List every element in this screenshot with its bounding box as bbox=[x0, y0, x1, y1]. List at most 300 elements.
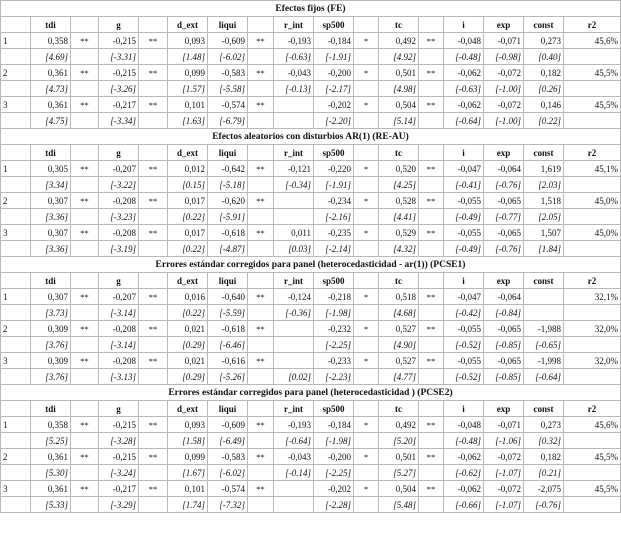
tstat-cell: [-3.23] bbox=[99, 209, 139, 225]
significance-marker bbox=[71, 49, 99, 65]
significance-marker bbox=[419, 241, 444, 257]
tstat-cell: [-1.06] bbox=[484, 433, 524, 449]
tstat-row bbox=[1, 465, 621, 481]
coef-cell: 45,0% bbox=[564, 225, 621, 241]
significance-marker bbox=[419, 433, 444, 449]
column-header: tdi bbox=[31, 17, 71, 33]
coef-cell: 0,016 bbox=[168, 289, 208, 305]
coef-cell: -0,215 bbox=[99, 33, 139, 49]
column-header: tdi bbox=[31, 273, 71, 289]
significance-marker: * bbox=[354, 161, 379, 177]
coef-cell: 32,0% bbox=[564, 353, 621, 369]
coef-cell: -0,043 bbox=[274, 449, 314, 465]
significance-marker bbox=[139, 177, 168, 193]
tstat-cell: [-0.52] bbox=[444, 337, 484, 353]
coef-cell: -0,232 bbox=[314, 321, 354, 337]
tstat-cell: [-0.98] bbox=[484, 49, 524, 65]
significance-marker: * bbox=[354, 289, 379, 305]
tstat-cell: [0.21] bbox=[524, 465, 564, 481]
significance-marker: ** bbox=[419, 33, 444, 49]
significance-marker: ** bbox=[419, 353, 444, 369]
column-header: g bbox=[99, 401, 139, 417]
tstat-cell: [-6.46] bbox=[208, 337, 248, 353]
coef-cell: -0,047 bbox=[444, 289, 484, 305]
significance-marker: ** bbox=[139, 33, 168, 49]
column-header bbox=[139, 17, 168, 33]
significance-marker: ** bbox=[139, 289, 168, 305]
significance-marker bbox=[354, 177, 379, 193]
tstat-cell: [3.73] bbox=[31, 305, 71, 321]
tstat-cell: [-0.34] bbox=[274, 177, 314, 193]
section-title-row bbox=[1, 1, 621, 17]
significance-marker bbox=[248, 369, 274, 385]
column-header-row bbox=[1, 401, 621, 417]
tstat-cell: [-1.07] bbox=[484, 497, 524, 513]
coef-cell: -0,207 bbox=[99, 289, 139, 305]
significance-marker: * bbox=[354, 321, 379, 337]
model-number: 2 bbox=[1, 449, 31, 465]
tstat-cell: [0.22] bbox=[168, 305, 208, 321]
tstat-cell: [-1.91] bbox=[314, 177, 354, 193]
tstat-cell: [-0.76] bbox=[524, 497, 564, 513]
significance-marker bbox=[354, 81, 379, 97]
coef-cell bbox=[274, 321, 314, 337]
tstat-cell: [4.98] bbox=[379, 81, 419, 97]
significance-marker: ** bbox=[71, 97, 99, 113]
tstat-cell: [-2.16] bbox=[314, 209, 354, 225]
column-header: liqui bbox=[208, 273, 248, 289]
tstat-cell: [3.76] bbox=[31, 369, 71, 385]
coef-cell: -0,208 bbox=[99, 193, 139, 209]
tstat-cell bbox=[564, 305, 621, 321]
coef-cell: 0,182 bbox=[524, 449, 564, 465]
column-header: r2 bbox=[564, 401, 621, 417]
significance-marker bbox=[354, 49, 379, 65]
tstat-cell: [-4.87] bbox=[208, 241, 248, 257]
tstat-cell: [0.22] bbox=[168, 241, 208, 257]
coef-cell: -0,574 bbox=[208, 97, 248, 113]
tstat-cell bbox=[564, 81, 621, 97]
coef-cell bbox=[524, 289, 564, 305]
significance-marker: ** bbox=[139, 481, 168, 497]
coef-cell: 0,021 bbox=[168, 353, 208, 369]
tstat-cell: [-0.48] bbox=[444, 49, 484, 65]
significance-marker bbox=[71, 177, 99, 193]
tstat-row bbox=[1, 177, 621, 193]
tstat-cell: [-0.84] bbox=[484, 305, 524, 321]
model-number bbox=[1, 81, 31, 97]
column-header bbox=[419, 17, 444, 33]
tstat-cell: [-3.29] bbox=[99, 497, 139, 513]
coef-cell: -0,184 bbox=[314, 417, 354, 433]
coef-cell: -0,609 bbox=[208, 417, 248, 433]
tstat-cell: [4.69] bbox=[31, 49, 71, 65]
coef-cell: -0,233 bbox=[314, 353, 354, 369]
tstat-row bbox=[1, 337, 621, 353]
coef-cell: -0,215 bbox=[99, 417, 139, 433]
coef-cell: 45,5% bbox=[564, 481, 621, 497]
significance-marker: ** bbox=[139, 97, 168, 113]
tstat-row bbox=[1, 81, 621, 97]
column-header: i bbox=[444, 273, 484, 289]
tstat-cell: [1.74] bbox=[168, 497, 208, 513]
tstat-cell bbox=[564, 369, 621, 385]
significance-marker: ** bbox=[248, 289, 274, 305]
model-number: 1 bbox=[1, 161, 31, 177]
tstat-cell bbox=[564, 209, 621, 225]
significance-marker: ** bbox=[419, 481, 444, 497]
significance-marker: * bbox=[354, 417, 379, 433]
tstat-cell: [-3.22] bbox=[99, 177, 139, 193]
significance-marker: ** bbox=[419, 225, 444, 241]
section-title: Errores estándar corregidos para panel (heterocedasticidad - ar(1)) (PCSE1) bbox=[1, 257, 621, 273]
significance-marker: ** bbox=[248, 65, 274, 81]
tstat-cell: [-0.76] bbox=[484, 241, 524, 257]
significance-marker: ** bbox=[71, 353, 99, 369]
coef-cell: 32,1% bbox=[564, 289, 621, 305]
significance-marker: ** bbox=[248, 449, 274, 465]
tstat-row bbox=[1, 433, 621, 449]
coef-cell: -0,217 bbox=[99, 481, 139, 497]
column-header-row bbox=[1, 145, 621, 161]
coef-cell: 0,361 bbox=[31, 97, 71, 113]
coef-row bbox=[1, 193, 621, 209]
coef-cell: -0,235 bbox=[314, 225, 354, 241]
column-header: r_int bbox=[274, 401, 314, 417]
tstat-cell: [4.73] bbox=[31, 81, 71, 97]
tstat-cell: [2.03] bbox=[524, 177, 564, 193]
significance-marker bbox=[71, 113, 99, 129]
coef-cell: 0,182 bbox=[524, 65, 564, 81]
tstat-cell: [-0.64] bbox=[444, 113, 484, 129]
tstat-cell: [-3.24] bbox=[99, 465, 139, 481]
tstat-cell: [-0.49] bbox=[444, 209, 484, 225]
significance-marker bbox=[139, 497, 168, 513]
column-header: const bbox=[524, 17, 564, 33]
column-header bbox=[139, 273, 168, 289]
significance-marker bbox=[139, 369, 168, 385]
tstat-cell: [-0.77] bbox=[484, 209, 524, 225]
coef-cell: -0,047 bbox=[444, 161, 484, 177]
significance-marker bbox=[419, 337, 444, 353]
column-header: tc bbox=[379, 273, 419, 289]
tstat-cell: [0.15] bbox=[168, 177, 208, 193]
model-number: 3 bbox=[1, 225, 31, 241]
tstat-cell: [3.36] bbox=[31, 241, 71, 257]
significance-marker: ** bbox=[248, 353, 274, 369]
column-header: exp bbox=[484, 273, 524, 289]
column-header: exp bbox=[484, 145, 524, 161]
tstat-cell: [0.29] bbox=[168, 369, 208, 385]
tstat-cell: [0.26] bbox=[524, 81, 564, 97]
coef-cell: 1,518 bbox=[524, 193, 564, 209]
coef-cell: 0,093 bbox=[168, 33, 208, 49]
tstat-cell bbox=[274, 209, 314, 225]
significance-marker bbox=[248, 497, 274, 513]
coef-cell: -0,121 bbox=[274, 161, 314, 177]
tstat-cell: [-1.98] bbox=[314, 305, 354, 321]
model-number bbox=[1, 497, 31, 513]
tstat-cell: [-0.13] bbox=[274, 81, 314, 97]
coef-cell: 1,619 bbox=[524, 161, 564, 177]
significance-marker bbox=[419, 209, 444, 225]
significance-marker bbox=[248, 465, 274, 481]
tstat-cell: [-2.28] bbox=[314, 497, 354, 513]
significance-marker bbox=[139, 465, 168, 481]
coef-cell: 45,0% bbox=[564, 193, 621, 209]
tstat-cell: [-5.91] bbox=[208, 209, 248, 225]
column-header bbox=[71, 401, 99, 417]
tstat-cell: [3.36] bbox=[31, 209, 71, 225]
tstat-cell: [-0.64] bbox=[274, 433, 314, 449]
tstat-cell: [4.90] bbox=[379, 337, 419, 353]
coef-cell: -0,200 bbox=[314, 65, 354, 81]
model-number: 1 bbox=[1, 33, 31, 49]
coef-cell: 0,361 bbox=[31, 65, 71, 81]
significance-marker bbox=[248, 433, 274, 449]
tstat-cell: [-0.64] bbox=[524, 369, 564, 385]
coef-cell: -0,218 bbox=[314, 289, 354, 305]
tstat-cell: [-3.14] bbox=[99, 305, 139, 321]
significance-marker: * bbox=[354, 33, 379, 49]
coef-cell: -0,048 bbox=[444, 417, 484, 433]
tstat-cell: [-2.20] bbox=[314, 113, 354, 129]
tstat-row bbox=[1, 241, 621, 257]
tstat-cell: [1.57] bbox=[168, 81, 208, 97]
significance-marker bbox=[419, 305, 444, 321]
significance-marker: ** bbox=[139, 449, 168, 465]
tstat-row bbox=[1, 305, 621, 321]
significance-marker: ** bbox=[419, 161, 444, 177]
coef-cell: 0,146 bbox=[524, 97, 564, 113]
coef-cell: 0,361 bbox=[31, 481, 71, 497]
significance-marker: ** bbox=[248, 33, 274, 49]
significance-marker: ** bbox=[248, 417, 274, 433]
significance-marker bbox=[248, 113, 274, 129]
coef-cell: 0,361 bbox=[31, 449, 71, 465]
coef-row bbox=[1, 97, 621, 113]
significance-marker: ** bbox=[71, 289, 99, 305]
column-header bbox=[248, 17, 274, 33]
column-header: liqui bbox=[208, 17, 248, 33]
coef-cell: 0,504 bbox=[379, 481, 419, 497]
coef-cell: 0,358 bbox=[31, 33, 71, 49]
column-header bbox=[71, 17, 99, 33]
column-header: sp500 bbox=[314, 273, 354, 289]
coef-cell: 0,528 bbox=[379, 193, 419, 209]
significance-marker: ** bbox=[419, 65, 444, 81]
coef-cell: -0,620 bbox=[208, 193, 248, 209]
tstat-cell: [-6.79] bbox=[208, 113, 248, 129]
tstat-cell: [-3.31] bbox=[99, 49, 139, 65]
tstat-cell: [-5.58] bbox=[208, 81, 248, 97]
column-header bbox=[139, 145, 168, 161]
tstat-cell: [-2.17] bbox=[314, 81, 354, 97]
tstat-cell: [-5.26] bbox=[208, 369, 248, 385]
tstat-cell: [-7.32] bbox=[208, 497, 248, 513]
model-number bbox=[1, 177, 31, 193]
coef-cell: 0,305 bbox=[31, 161, 71, 177]
significance-marker bbox=[419, 81, 444, 97]
tstat-cell: [0.22] bbox=[168, 209, 208, 225]
model-number: 2 bbox=[1, 321, 31, 337]
coef-cell: -0,640 bbox=[208, 289, 248, 305]
significance-marker: ** bbox=[71, 225, 99, 241]
tstat-cell bbox=[564, 49, 621, 65]
tstat-cell: [-0.65] bbox=[524, 337, 564, 353]
section-title: Efectos aleatorios con disturbios AR(1) (RE-AU) bbox=[1, 129, 621, 145]
tstat-cell: [-3.26] bbox=[99, 81, 139, 97]
significance-marker: ** bbox=[419, 321, 444, 337]
coef-row bbox=[1, 417, 621, 433]
significance-marker: ** bbox=[139, 225, 168, 241]
coef-cell: -0,202 bbox=[314, 481, 354, 497]
model-number bbox=[1, 209, 31, 225]
significance-marker: ** bbox=[139, 321, 168, 337]
tstat-cell: [-5.18] bbox=[208, 177, 248, 193]
tstat-cell: [4.32] bbox=[379, 241, 419, 257]
coef-cell: 0,309 bbox=[31, 321, 71, 337]
coef-cell: 0,492 bbox=[379, 417, 419, 433]
coef-cell: -0,055 bbox=[444, 353, 484, 369]
significance-marker bbox=[354, 241, 379, 257]
coef-cell: -0,062 bbox=[444, 449, 484, 465]
coef-cell: -0,200 bbox=[314, 449, 354, 465]
tstat-cell: [-1.00] bbox=[484, 113, 524, 129]
significance-marker bbox=[248, 337, 274, 353]
significance-marker bbox=[419, 465, 444, 481]
coef-cell: -1,998 bbox=[524, 353, 564, 369]
significance-marker bbox=[71, 465, 99, 481]
column-header bbox=[1, 273, 31, 289]
significance-marker: ** bbox=[419, 289, 444, 305]
significance-marker: ** bbox=[248, 321, 274, 337]
significance-marker: * bbox=[354, 225, 379, 241]
tstat-cell bbox=[564, 465, 621, 481]
column-header: sp500 bbox=[314, 145, 354, 161]
model-number bbox=[1, 369, 31, 385]
column-header bbox=[71, 273, 99, 289]
column-header: r2 bbox=[564, 273, 621, 289]
coef-cell: 0,307 bbox=[31, 193, 71, 209]
model-number bbox=[1, 305, 31, 321]
coef-cell bbox=[274, 353, 314, 369]
column-header bbox=[1, 17, 31, 33]
column-header bbox=[354, 273, 379, 289]
coef-cell: 0,012 bbox=[168, 161, 208, 177]
significance-marker bbox=[419, 49, 444, 65]
column-header: exp bbox=[484, 401, 524, 417]
tstat-cell: [-0.14] bbox=[274, 465, 314, 481]
column-header: r2 bbox=[564, 17, 621, 33]
tstat-cell: [5.27] bbox=[379, 465, 419, 481]
coef-cell bbox=[274, 97, 314, 113]
significance-marker: ** bbox=[139, 353, 168, 369]
tstat-cell: [1.48] bbox=[168, 49, 208, 65]
significance-marker: ** bbox=[139, 65, 168, 81]
tstat-cell: [-6.49] bbox=[208, 433, 248, 449]
coef-cell: 0,101 bbox=[168, 97, 208, 113]
significance-marker bbox=[354, 433, 379, 449]
coef-cell: -0,574 bbox=[208, 481, 248, 497]
coef-cell: -0,065 bbox=[484, 353, 524, 369]
coef-cell: -0,220 bbox=[314, 161, 354, 177]
coef-cell: -0,048 bbox=[444, 33, 484, 49]
coef-cell: -0,616 bbox=[208, 353, 248, 369]
tstat-cell: [5.20] bbox=[379, 433, 419, 449]
tstat-cell: [-6.02] bbox=[208, 465, 248, 481]
column-header bbox=[248, 273, 274, 289]
model-number: 1 bbox=[1, 289, 31, 305]
significance-marker bbox=[354, 305, 379, 321]
column-header: d_ext bbox=[168, 401, 208, 417]
tstat-cell bbox=[564, 177, 621, 193]
coef-row bbox=[1, 289, 621, 305]
tstat-row bbox=[1, 497, 621, 513]
tstat-cell: [0.03] bbox=[274, 241, 314, 257]
coef-cell: -0,208 bbox=[99, 353, 139, 369]
coef-cell: 0,501 bbox=[379, 449, 419, 465]
significance-marker bbox=[139, 49, 168, 65]
tstat-cell: [-0.63] bbox=[444, 81, 484, 97]
model-number bbox=[1, 465, 31, 481]
coef-cell bbox=[274, 481, 314, 497]
significance-marker bbox=[71, 337, 99, 353]
column-header-row bbox=[1, 17, 621, 33]
coef-cell: -0,193 bbox=[274, 417, 314, 433]
coef-cell: -0,062 bbox=[444, 65, 484, 81]
coef-cell: 0,527 bbox=[379, 321, 419, 337]
significance-marker bbox=[248, 305, 274, 321]
tstat-cell: [5.48] bbox=[379, 497, 419, 513]
coef-cell: 45,1% bbox=[564, 161, 621, 177]
tstat-cell: [-2.23] bbox=[314, 369, 354, 385]
tstat-cell: [0.29] bbox=[168, 337, 208, 353]
significance-marker: ** bbox=[71, 33, 99, 49]
tstat-cell: [-0.62] bbox=[444, 465, 484, 481]
tstat-cell: [4.68] bbox=[379, 305, 419, 321]
coef-cell: 32,0% bbox=[564, 321, 621, 337]
tstat-cell: [5.30] bbox=[31, 465, 71, 481]
column-header: d_ext bbox=[168, 17, 208, 33]
coef-cell: -0,202 bbox=[314, 97, 354, 113]
tstat-cell: [1.84] bbox=[524, 241, 564, 257]
coef-cell: -0,207 bbox=[99, 161, 139, 177]
column-header bbox=[354, 145, 379, 161]
significance-marker bbox=[248, 241, 274, 257]
coef-row bbox=[1, 481, 621, 497]
coef-cell: 45,5% bbox=[564, 97, 621, 113]
tstat-cell: [-2.25] bbox=[314, 465, 354, 481]
column-header bbox=[71, 145, 99, 161]
coef-cell: -0,062 bbox=[444, 481, 484, 497]
coef-cell: 0,011 bbox=[274, 225, 314, 241]
column-header: g bbox=[99, 145, 139, 161]
column-header bbox=[1, 401, 31, 417]
column-header bbox=[139, 401, 168, 417]
coef-row bbox=[1, 449, 621, 465]
significance-marker: ** bbox=[419, 193, 444, 209]
tstat-cell: [-3.34] bbox=[99, 113, 139, 129]
column-header: r_int bbox=[274, 17, 314, 33]
model-number bbox=[1, 241, 31, 257]
coef-cell: -0,065 bbox=[484, 321, 524, 337]
significance-marker bbox=[248, 81, 274, 97]
tstat-cell: [-0.41] bbox=[444, 177, 484, 193]
coef-cell: 0,520 bbox=[379, 161, 419, 177]
section-title-row bbox=[1, 257, 621, 273]
coef-row bbox=[1, 161, 621, 177]
